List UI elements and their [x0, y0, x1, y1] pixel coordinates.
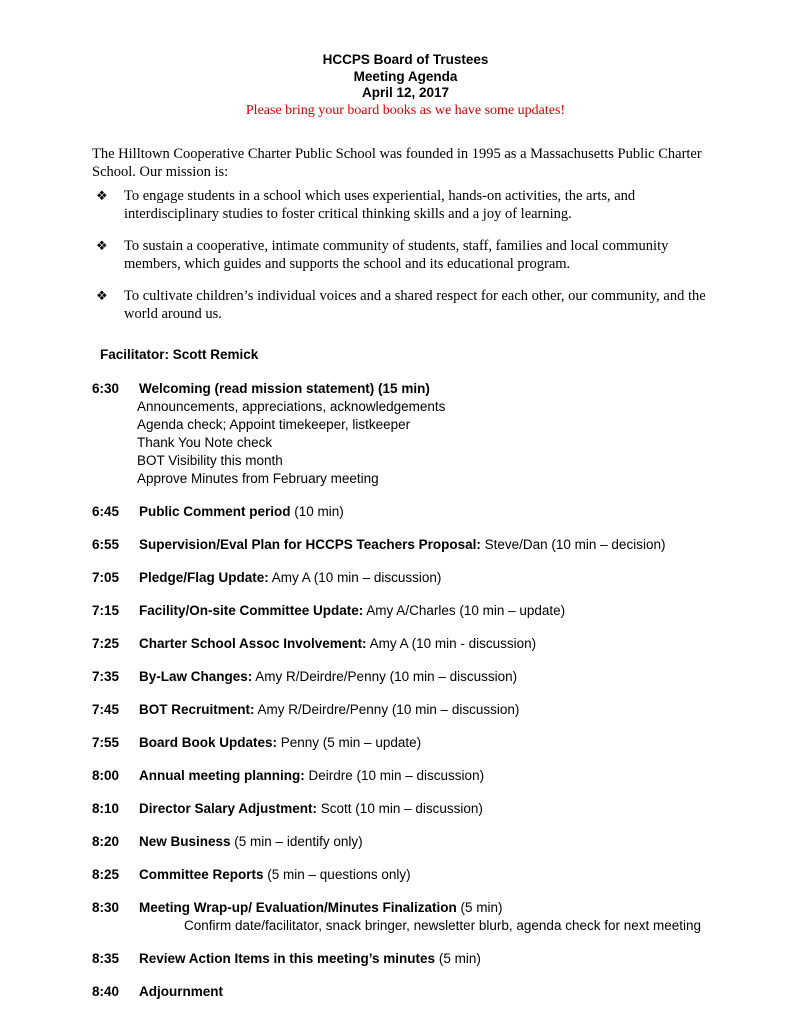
- agenda-title: Meeting Wrap-up/ Evaluation/Minutes Finalization: [139, 899, 461, 915]
- agenda-row: [92, 380, 719, 398]
- agenda-row: [92, 668, 719, 686]
- agenda-body: [139, 503, 719, 521]
- agenda-time: 7:45: [92, 701, 120, 717]
- agenda-body: [139, 734, 719, 752]
- agenda-body: [139, 602, 719, 620]
- header-title-line1: HCCPS Board of Trustees: [322, 52, 489, 67]
- agenda-time: 6:55: [92, 536, 120, 552]
- agenda-title: Committee Reports: [139, 866, 268, 882]
- agenda-time: 7:05: [92, 569, 120, 585]
- agenda-title: Charter School Assoc Involvement:: [139, 635, 367, 651]
- mission-bullet-text: To cultivate children’s individual voices and a shared respect for each other, our community, and the world around us.: [124, 287, 706, 322]
- agenda-detail: (5 min): [460, 899, 503, 915]
- agenda-detail: Steve/Dan (10 min – decision): [480, 536, 666, 552]
- agenda-title: Director Salary Adjustment:: [139, 800, 318, 816]
- list-item: [92, 187, 719, 223]
- agenda-title: Adjournment: [139, 983, 223, 999]
- agenda-row: [92, 899, 719, 917]
- agenda-subline: Announcements, appreciations, acknowledgements: [137, 398, 446, 414]
- agenda-time: 6:30: [92, 380, 120, 396]
- agenda-title: Review Action Items in this meeting’s minutes: [139, 950, 439, 966]
- document-header: [92, 52, 719, 120]
- agenda-row: [92, 569, 719, 587]
- agenda-time: 8:10: [92, 800, 120, 816]
- agenda-detail: (10 min): [294, 503, 344, 519]
- agenda-body: [139, 833, 719, 851]
- agenda-row: [92, 866, 719, 884]
- mission-bullet-list: [92, 187, 719, 323]
- agenda-detail: (5 min – questions only): [267, 866, 411, 882]
- agenda-detail: Penny (5 min – update): [277, 734, 422, 750]
- agenda-body: [139, 569, 719, 587]
- agenda-sublines: [137, 398, 719, 488]
- agenda-detail: Amy R/Deirdre/Penny (10 min – discussion): [254, 701, 520, 717]
- agenda-subline: Agenda check; Appoint timekeeper, listkeeper: [137, 416, 411, 432]
- agenda-detail: (5 min – identify only): [234, 833, 363, 849]
- mission-bullet-text: To sustain a cooperative, intimate community of students, staff, families and local community members, which guides and supports the school and its educational program.: [124, 237, 669, 272]
- agenda-row: [92, 983, 719, 1001]
- agenda-time: 7:35: [92, 668, 120, 684]
- agenda-detail: Amy A (10 min - discussion): [366, 635, 537, 651]
- agenda-title: Facility/On-site Committee Update:: [139, 602, 364, 618]
- agenda-body: [139, 800, 719, 818]
- header-date: April 12, 2017: [361, 85, 450, 100]
- header-title-line2: Meeting Agenda: [353, 68, 458, 84]
- agenda-detail: Amy A/Charles (10 min – update): [363, 602, 566, 618]
- agenda-title: New Business: [139, 833, 235, 849]
- agenda-time: 8:30: [92, 899, 120, 915]
- agenda-subline: Approve Minutes from February meeting: [137, 470, 379, 486]
- mission-intro: The Hilltown Cooperative Charter Public School was founded in 1995 as a Massachusetts Public Charter School. Our mission is:: [92, 145, 702, 180]
- agenda-title: Board Book Updates:: [139, 734, 278, 750]
- agenda-body: [139, 701, 719, 719]
- agenda-body: [139, 536, 719, 554]
- facilitator-line: Facilitator: Scott Remick: [100, 346, 259, 362]
- agenda-title: BOT Recruitment:: [139, 701, 255, 717]
- agenda-list: [92, 380, 719, 1001]
- agenda-title: By-Law Changes:: [139, 668, 253, 684]
- agenda-subline: Confirm date/facilitator, snack bringer, newsletter blurb, agenda check for next meeting: [184, 917, 702, 933]
- agenda-row: [92, 800, 719, 818]
- agenda-row: [92, 602, 719, 620]
- agenda-row: [92, 734, 719, 752]
- agenda-time: 7:25: [92, 635, 120, 651]
- agenda-row: [92, 833, 719, 851]
- agenda-title: Pledge/Flag Update:: [139, 569, 269, 585]
- agenda-row: [92, 536, 719, 554]
- agenda-title: Welcoming (read mission statement) (15 min): [139, 380, 430, 396]
- agenda-body: [139, 983, 719, 1001]
- agenda-time: 7:55: [92, 734, 120, 750]
- bullet-marker-icon: ❖: [96, 237, 108, 253]
- agenda-body: [139, 668, 719, 686]
- agenda-subline: Thank You Note check: [137, 434, 273, 450]
- agenda-row: [92, 767, 719, 785]
- agenda-time: 8:00: [92, 767, 120, 783]
- agenda-title: Supervision/Eval Plan for HCCPS Teachers Proposal:: [139, 536, 481, 552]
- agenda-row: [92, 503, 719, 521]
- bullet-marker-icon: ❖: [96, 287, 108, 303]
- agenda-detail: Amy R/Deirdre/Penny (10 min – discussion): [252, 668, 518, 684]
- agenda-title: Annual meeting planning:: [139, 767, 305, 783]
- agenda-body: [139, 899, 719, 917]
- mission-bullet-text: To engage students in a school which uses experiential, hands-on activities, the arts, and interdisciplinary studies to foster critical thinking skills and a joy of learning.: [124, 187, 636, 222]
- agenda-time: 6:45: [92, 503, 120, 519]
- agenda-subline: BOT Visibility this month: [137, 452, 283, 468]
- agenda-detail: Amy A (10 min – discussion): [268, 569, 442, 585]
- agenda-detail: Deirdre (10 min – discussion): [304, 767, 485, 783]
- agenda-time: 8:20: [92, 833, 120, 849]
- agenda-detail: (5 min): [438, 950, 481, 966]
- agenda-time: 8:40: [92, 983, 120, 999]
- agenda-row: [92, 635, 719, 653]
- list-item: [92, 287, 719, 323]
- agenda-title: Public Comment period: [139, 503, 295, 519]
- list-item: [92, 237, 719, 273]
- agenda-time: 7:15: [92, 602, 120, 618]
- bullet-marker-icon: ❖: [96, 187, 108, 203]
- agenda-time: 8:35: [92, 950, 120, 966]
- header-notice: Please bring your board books as we have some updates!: [245, 102, 566, 118]
- agenda-row: [92, 950, 719, 968]
- agenda-time: 8:25: [92, 866, 120, 882]
- agenda-body: [139, 380, 719, 398]
- agenda-body: [139, 866, 719, 884]
- agenda-body: [139, 635, 719, 653]
- agenda-detail: Scott (10 min – discussion): [317, 800, 483, 816]
- agenda-body: [139, 950, 719, 968]
- agenda-body: [139, 767, 719, 785]
- agenda-row: [92, 701, 719, 719]
